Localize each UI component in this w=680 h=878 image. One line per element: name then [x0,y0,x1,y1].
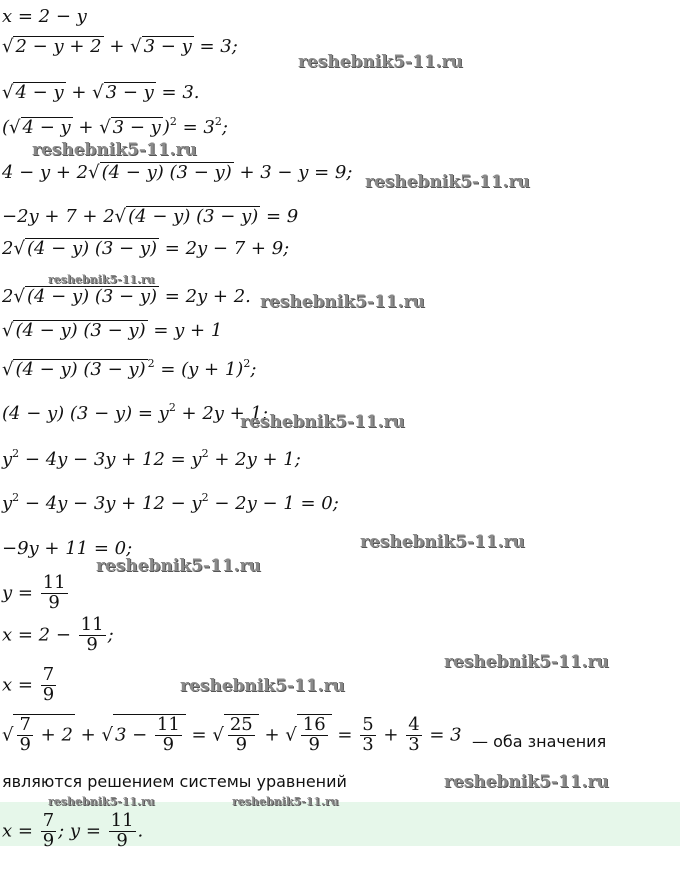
watermark: reshebnik5-11.ru [260,292,425,312]
watermark: reshebnik5-11.ru [360,532,525,552]
eq-line-12: $y^2 - 4y - 3y + 12 = y^2 + 2y + 1$; [2,447,301,470]
watermark: reshebnik5-11.ru [240,412,405,432]
watermark: reshebnik5-11.ru [232,795,339,808]
eq-line-2: √ 2 − y + 2 + √ 3 − y = 3; [2,36,238,57]
eq-line-8: 2√ (4 − y) (3 − y) = 2y + 2. [2,286,251,307]
eq-line-5: 4 − y + 2√ (4 − y) (3 − y) + 3 − y = 9; [2,162,353,183]
eq-line-10: √ (4 − y) (3 − y) $^2 = (y + 1)^2$; [2,357,257,380]
watermark: reshebnik5-11.ru [444,652,609,672]
conclusion-text-1: — оба значения [472,732,607,751]
eq-line-9: √ (4 − y) (3 − y) = y + 1 [2,320,223,341]
eq-line-17: x = $\frac{7}{9}$ [2,664,55,705]
eq-line-14: −9y + 11 = 0; [2,538,133,559]
eq-line-15: y = $\frac{11}{9}$ [2,572,66,613]
eq-line-16: x = 2 − $\frac{11}{9}$ ; [2,614,114,655]
watermark: reshebnik5-11.ru [96,556,261,576]
conclusion-text-2: являются решением системы уравнений [2,772,347,791]
eq-line-11: (4 − y) $(3 - y) = y^2 + 2y + 1$; [2,401,269,424]
watermark: reshebnik5-11.ru [32,140,197,160]
eq-line-13: $y^2 - 4y - 3y + 12 - y^2 - 2y - 1 = 0$; [2,491,339,514]
watermark: reshebnik5-11.ru [180,676,345,696]
watermark: reshebnik5-11.ru [298,52,463,72]
answer-line: x = $\frac{7}{9}$ ; y = $\frac{11}{9}$ . [2,810,144,851]
watermark: reshebnik5-11.ru [48,273,155,286]
eq-line-3: √ 4 − y + √ 3 − y = 3. [2,82,200,103]
eq-line-1: x = 2 − y [2,6,87,27]
eq-line-6: −2y + 7 + 2√ (4 − y) (3 − y) = 9 [2,206,299,227]
watermark: reshebnik5-11.ru [365,172,530,192]
eq-line-4: (√ 4 − y + √ 3 − y )$^2 = 3^2$; [2,115,228,138]
watermark: reshebnik5-11.ru [48,795,155,808]
eq-line-18: √ $\frac{7}{9}$ + 2 + √ 3 − $\frac{11}{9}$ = √ $\frac{25}{9}$ + √ $\frac{16}{9}$ = $\frac{5}{3}$ + $\frac{4}{3}$ = 3 [2,714,462,755]
eq-line-7: 2√ (4 − y) (3 − y) = 2y − 7 + 9; [2,238,290,259]
watermark: reshebnik5-11.ru [444,772,609,792]
